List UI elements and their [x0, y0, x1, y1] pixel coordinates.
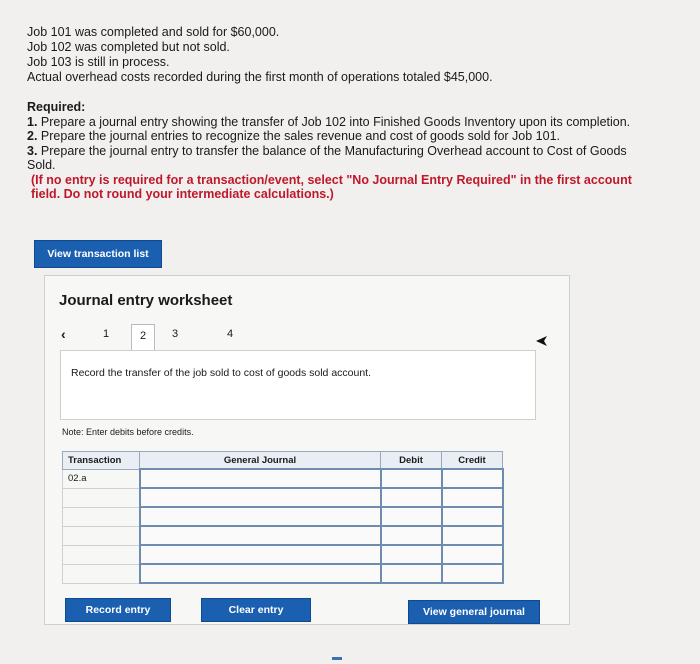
instruction-box — [60, 350, 536, 420]
page-tab-4[interactable]: 4 — [227, 328, 234, 340]
record-entry-button[interactable]: Record entry — [65, 598, 171, 622]
item-number: 3. — [27, 143, 38, 158]
item-text: Prepare the journal entry to transfer the balance of the Manufacturing Overhead account to Cost of Goods Sold. — [27, 143, 627, 172]
transaction-cell: 02.a — [63, 469, 140, 488]
table-row — [63, 564, 503, 583]
account-input[interactable] — [140, 507, 381, 526]
worksheet-pager — [59, 324, 559, 352]
journal-table — [62, 451, 504, 584]
item-number: 1. — [27, 114, 38, 129]
instruction-text: Record the transfer of the job sold to cost of goods sold account. — [71, 367, 372, 379]
column-header-general-journal: General Journal — [140, 452, 381, 470]
mouse-cursor-icon — [535, 334, 549, 348]
debit-credit-note: Note: Enter debits before credits. — [62, 427, 194, 437]
worksheet-title: Journal entry worksheet — [59, 292, 233, 309]
required-item — [27, 144, 637, 173]
intro-line: Job 103 is still in process. — [27, 55, 170, 69]
required-item — [27, 129, 637, 144]
journal-entry-worksheet — [44, 275, 570, 625]
credit-input[interactable] — [442, 564, 503, 583]
debit-input[interactable] — [381, 469, 442, 488]
required-section — [27, 100, 637, 202]
item-number: 2. — [27, 129, 38, 143]
intro-line: Actual overhead costs recorded during the first month of operations totaled $45,000. — [27, 70, 493, 84]
table-header-row — [63, 452, 503, 470]
credit-input[interactable] — [442, 469, 503, 488]
item-text: Prepare a journal entry showing the transfer of Job 102 into Finished Goods Inventory upon its completion. — [40, 114, 631, 129]
previous-page-icon[interactable]: ‹ — [61, 326, 66, 342]
account-input[interactable] — [140, 545, 381, 564]
item-text: Prepare the journal entries to recognize the sales revenue and cost of goods sold for Job 101. — [40, 129, 560, 143]
intro-line: Job 102 was completed but not sold. — [27, 40, 230, 54]
table-row — [63, 488, 503, 507]
debit-input[interactable] — [381, 564, 442, 583]
intro-line: Job 101 was completed and sold for $60,000. — [27, 25, 280, 39]
debit-input[interactable] — [381, 507, 442, 526]
page-tab-1[interactable]: 1 — [103, 328, 110, 340]
transaction-cell — [63, 488, 140, 507]
scroll-indicator — [332, 657, 342, 660]
table-row — [63, 507, 503, 526]
account-input[interactable] — [140, 469, 381, 488]
credit-input[interactable] — [442, 488, 503, 507]
account-input[interactable] — [140, 526, 381, 545]
transaction-cell — [63, 526, 140, 545]
debit-input[interactable] — [381, 488, 442, 507]
required-heading: Required: — [27, 100, 86, 114]
clear-entry-button[interactable]: Clear entry — [201, 598, 311, 622]
transaction-cell — [63, 545, 140, 564]
column-header-transaction: Transaction — [63, 452, 140, 470]
column-header-credit: Credit — [442, 452, 503, 470]
column-header-debit: Debit — [381, 452, 442, 470]
credit-input[interactable] — [442, 507, 503, 526]
debit-input[interactable] — [381, 545, 442, 564]
page-tab-3[interactable]: 3 — [172, 328, 179, 340]
debit-input[interactable] — [381, 526, 442, 545]
problem-intro — [27, 25, 493, 85]
transaction-cell — [63, 564, 140, 583]
account-input[interactable] — [140, 564, 381, 583]
view-general-journal-button[interactable]: View general journal — [408, 600, 540, 624]
table-row — [63, 469, 503, 488]
page-tab-2[interactable]: 2 — [131, 324, 155, 351]
credit-input[interactable] — [442, 526, 503, 545]
account-input[interactable] — [140, 488, 381, 507]
credit-input[interactable] — [442, 545, 503, 564]
table-row — [63, 526, 503, 545]
view-transaction-list-button[interactable]: View transaction list — [34, 240, 162, 268]
required-item — [27, 115, 637, 130]
transaction-cell — [63, 507, 140, 526]
instruction-note: (If no entry is required for a transaction/event, select "No Journal Entry Required" in the first account field. Do not round your intermediate calculations.) — [31, 172, 632, 201]
table-row — [63, 545, 503, 564]
